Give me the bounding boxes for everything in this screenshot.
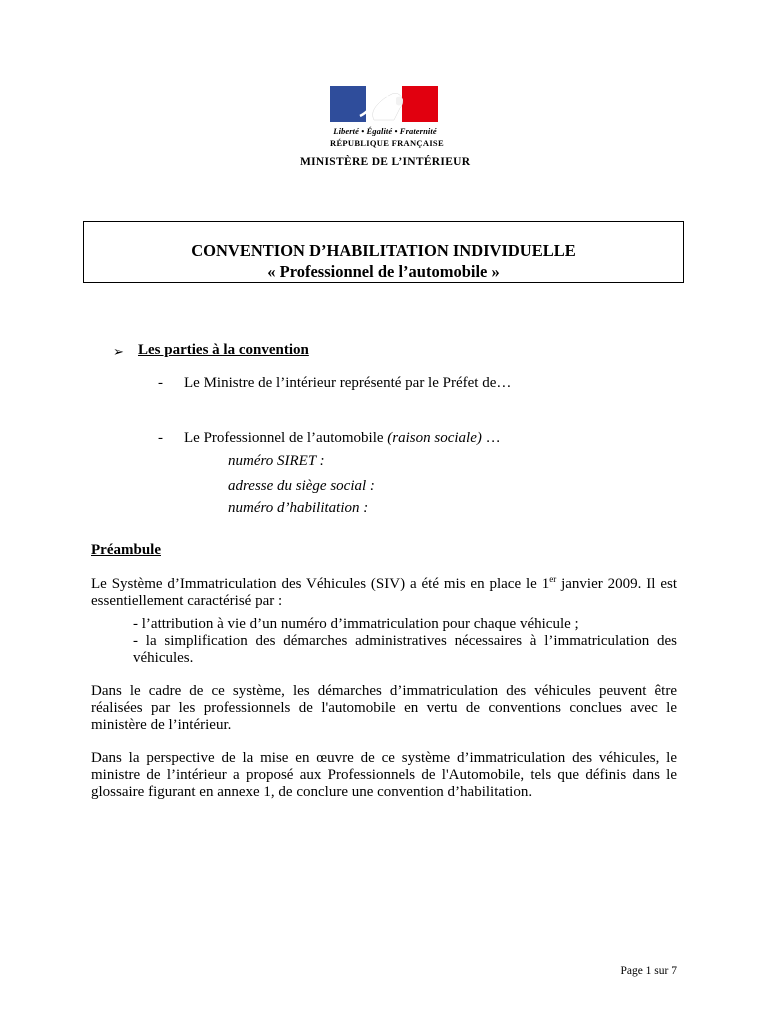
title-box bbox=[83, 221, 684, 283]
arrow-bullet-icon: ➢ bbox=[113, 344, 124, 359]
party-ministre: Le Ministre de l’intérieur représenté par le Préfet de… bbox=[184, 375, 512, 391]
siret-field-label: numéro SIRET : bbox=[228, 453, 325, 469]
preamble-paragraph-3: Dans la perspective de la mise en œuvre de ce système d’immatriculation des véhicules, le ministre de l’intérieur a proposé aux Professionnels de l'Automobile, tels que définis dans le glossaire figurant en annexe 1, de conclure une convention d’habilitation. bbox=[91, 750, 677, 800]
logo-motto: Liberté • Égalité • Fraternité bbox=[333, 126, 437, 136]
habilitation-field-label: numéro d’habilitation : bbox=[228, 500, 369, 516]
preamble-heading: Préambule bbox=[91, 542, 161, 558]
para1-superscript: er bbox=[549, 574, 557, 584]
para1-text-end: janvier 2009. Il est essentiellement caractérisé par : bbox=[91, 576, 677, 609]
party2-raison-sociale: (raison sociale) bbox=[387, 430, 482, 446]
siege-field-label: adresse du siège social : bbox=[228, 478, 375, 494]
party2-prefix: Le Professionnel de l’automobile bbox=[184, 430, 388, 446]
parties-heading: Les parties à la convention bbox=[138, 342, 309, 358]
list-dash: - bbox=[158, 430, 163, 446]
document-title: CONVENTION D’HABILITATION INDIVIDUELLE bbox=[191, 241, 576, 260]
ministry-name: MINISTÈRE DE L’INTÉRIEUR bbox=[300, 156, 471, 168]
preamble-paragraph-1 bbox=[91, 576, 677, 610]
marianne-logo bbox=[330, 86, 438, 122]
document-subtitle: « Professionnel de l’automobile » bbox=[267, 262, 500, 281]
para1-text: Le Système d’Immatriculation des Véhicules (SIV) a été mis en place le 1 bbox=[91, 576, 550, 592]
list-dash: - bbox=[158, 375, 163, 391]
preamble-paragraph-2: Dans le cadre de ce système, les démarches d’immatriculation des véhicules peuvent être réalisées par les professionnels de l'automobile en vertu de conventions conclues avec le ministère de l’intérieur. bbox=[91, 683, 677, 733]
preamble-bullet-list bbox=[133, 616, 677, 667]
party2-suffix: … bbox=[481, 430, 501, 446]
party-professionnel bbox=[184, 430, 501, 447]
bullet-item: - l’attribution à vie d’un numéro d’immatriculation pour chaque véhicule ; bbox=[133, 616, 579, 632]
logo-republic: RÉPUBLIQUE FRANÇAISE bbox=[330, 138, 444, 148]
bullet-item: - la simplification des démarches administratives nécessaires à l’immatriculation des véhicules. bbox=[133, 633, 677, 666]
page-number: Page 1 sur 7 bbox=[620, 965, 677, 977]
